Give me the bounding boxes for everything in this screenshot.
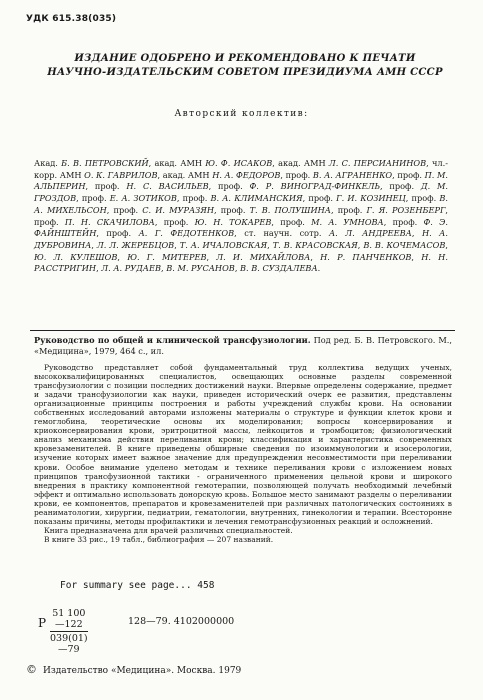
summary-note: For summary see page... 458 — [60, 580, 215, 591]
author-title: , — [91, 239, 97, 250]
author-title: , проф. — [96, 228, 139, 239]
author-title: , акад. АМН — [157, 169, 213, 180]
copyright-text: Издательство «Медицина». Москва. 1979 — [43, 666, 242, 676]
publishing-code-fraction — [50, 608, 88, 655]
author-title: Акад. — [34, 158, 62, 168]
author-title: , проф. — [76, 193, 110, 204]
author-list — [34, 158, 448, 275]
author-title: , — [234, 263, 241, 274]
author-title: , — [161, 263, 167, 274]
author-title: , проф. — [176, 193, 211, 204]
publishing-code-denominator: 039(01)—79 — [50, 633, 88, 655]
author-name: Н. А. ФЕДОРОВ — [212, 169, 281, 180]
author-title: , — [117, 251, 128, 262]
author-name: Ю. Л. КУЛЕШОВ — [34, 251, 118, 262]
author-name: Г. И. КОЗИНЕЦ — [336, 193, 406, 204]
author-name: Ф. Э. ФАЙНШТЕЙН — [34, 216, 448, 239]
author-title: , — [267, 239, 273, 250]
author-title: , проф. — [85, 181, 127, 192]
author-title: , проф. — [154, 216, 195, 227]
abstract — [34, 363, 452, 544]
author-name: Д. М. ГРОЗДОВ — [34, 181, 448, 204]
publishing-code-prefix: Р — [38, 616, 47, 630]
author-name: Ю. Г. МИТЕРЕВ — [127, 251, 207, 262]
author-name: Ю. Н. ТОКАРЕВ — [194, 216, 272, 227]
abstract-paragraph: Руководство представляет собой фундаментальный труд коллектива ведущих ученых, высококвалифицированных специалистов, освещающих основные разделы современной трансфузиологии с позиции последних достижений науки. Впервые определены содержание, предмет и задачи трансфузиологии как науки, приведен исторический очерк ее развития, представлены организационные принципы построения и работы учреждений службы крови. На основании собственных исследований авторами изложены материалы о структуре и функции клеток крови и гемоглобина, теоретические основы их моделирования; вопросы консервирования и криоконсервирования крови, эритроцитной массы, лейкоцитов и тромбоцитов; физиологический анализ механизма действия переливания крови; классификация и характеристика современных кровезаменителей. В книге приведены обширные сведения по изоиммунологии и изосерологии, изучение которых имеет важное значение для предупреждения несовместимости при переливании крови. Особое внимание уделено методам и технике переливания крови с изложением новых принципов трансфузионной тактики - ограниченного применения цельной крови и широкого внедрения в практику компонентной гемотерапии, позволяющей получать необходимый лечебный эффект и оптимально использовать донорскую кровь. Большое место занимают разделы о переливании крови, ее компонентов, препаратов и кровезаменителей при различных патологических состояниях в реаниматологии, хирургии, педиатрии, гематологии, внутренних, гинекологии и терапии. Всесторонне показаны причины, методы профилактики и лечения гемотрансфузионных реакций и осложнений. — [34, 363, 452, 526]
author-name: Н. Н. РАССТРИГИН — [34, 251, 448, 274]
publishing-code-numerator: 51 100—122 — [50, 608, 88, 632]
author-title: . — [317, 263, 321, 274]
approval-line-2: НАУЧНО-ИЗДАТЕЛЬСКИМ СОВЕТОМ ПРЕЗИДИУМА АМН СССР — [47, 67, 443, 78]
author-title: , проф. — [208, 181, 250, 192]
author-title: , проф. — [280, 169, 313, 180]
bibliography-details: Под ред. Б. В. Петровского. М., «Медицина», 1979, 464 с., ил. — [34, 335, 452, 356]
bibliographic-record — [34, 335, 452, 356]
author-title: , проф. — [34, 204, 448, 227]
author-title: , — [357, 239, 364, 250]
author-title: , проф. — [392, 169, 425, 180]
author-title: , ст. научн. сотр. — [234, 228, 329, 239]
author-name: О. К. ГАВРИЛОВ — [84, 169, 158, 180]
author-name: П. Н. СКАЧИЛОВА — [64, 216, 155, 227]
author-name: В. А. МИХЕЛЬСОН — [34, 193, 448, 215]
approval-statement — [40, 52, 450, 80]
abstract-paragraph: В книге 33 рис., 19 табл., библиография — 207 названий. — [44, 534, 274, 544]
author-title: , проф. — [380, 181, 421, 192]
author-title: , проф. — [383, 216, 424, 227]
author-name: Т. В. ПОЛУШИНА — [249, 204, 331, 215]
author-title: , — [411, 228, 422, 239]
author-title: , проф. — [214, 204, 250, 215]
author-name: Н. Р. ПАНЧЕНКОВ — [320, 251, 412, 262]
author-name: Ю. Ф. ИСАКОВ — [205, 158, 273, 168]
author-name: В. А. АГРАНЕНКО — [312, 169, 393, 180]
author-name: В. В. КОЧЕМАСОВ — [363, 239, 446, 250]
copyright-line — [26, 663, 241, 676]
author-title: , — [411, 251, 422, 262]
author-title: , проф. — [405, 193, 440, 204]
copyright-symbol: © — [26, 663, 37, 676]
author-name: Л. С. ПЕРСИАНИНОВ — [328, 158, 427, 168]
author-name: Г. Я. РОЗЕНБЕРГ — [366, 204, 446, 215]
author-title: , — [445, 239, 448, 250]
author-title: , проф. — [106, 204, 143, 215]
author-name: Л. И. МИХАЙЛОВА — [216, 251, 311, 262]
author-name: Б. В. ПЕТРОВСКИЙ — [61, 158, 149, 168]
author-title: , акад. АМН — [148, 158, 206, 168]
author-name: А. Л. АНДРЕЕВА — [328, 228, 412, 239]
author-name: В. В. СУЗДАЛЕВА — [240, 263, 318, 274]
author-title: , — [206, 251, 217, 262]
author-name: В. А. КЛИМАНСКИЯ — [210, 193, 303, 204]
author-title: , чл.-корр. АМН — [34, 158, 448, 180]
author-name: Т. В. КРАСОВСКАЯ — [272, 239, 358, 250]
udc-code: УДК 615.38(035) — [26, 14, 117, 24]
author-name: Е. А. ЗОТИКОВ — [109, 193, 177, 204]
author-title: , проф. — [302, 193, 337, 204]
author-name: С. И. МУРАЗЯН — [142, 204, 215, 215]
author-name: А. Г. ФЕДОТЕНКОВ — [138, 228, 235, 239]
approval-line-1: ИЗДАНИЕ ОДОБРЕНО И РЕКОМЕНДОВАНО К ПЕЧАТИ — [74, 53, 416, 64]
bibliography-title: Руководство по общей и клинической трансфузиологии. — [34, 335, 311, 345]
author-name: Л. Л. ЖЕРЕБЦОВ — [96, 239, 175, 250]
author-name: Т. А. ИЧАЛОВСКАЯ — [179, 239, 268, 250]
author-title: , акад. АМН — [272, 158, 329, 168]
author-name: Н. С. ВАСИЛЬЕВ — [126, 181, 209, 192]
author-title: , проф. — [271, 216, 312, 227]
author-collective-heading: Авторский коллектив: — [174, 109, 309, 119]
author-name: М. А. УМНОВА — [311, 216, 384, 227]
publishing-code-rest: 128—79. 4102000000 — [128, 616, 235, 627]
author-title: , — [96, 263, 102, 274]
divider-line — [30, 330, 455, 331]
author-name: П. М. АЛЬПЕРИН — [34, 169, 448, 192]
author-title: , — [174, 239, 180, 250]
author-name: Л. А. РУДАЕВ — [101, 263, 162, 274]
author-name: Н. А. ДУБРОВИНА — [34, 228, 448, 250]
author-name: В. М. РУСАНОВ — [166, 263, 235, 274]
author-name: Ф. Р. ВИНОГРАД-ФИНКЕЛЬ — [249, 181, 380, 192]
abstract-paragraph: Книга предназначена для врачей различных специальностей. — [44, 525, 293, 535]
author-title: , — [310, 251, 321, 262]
author-title: , проф. — [330, 204, 367, 215]
